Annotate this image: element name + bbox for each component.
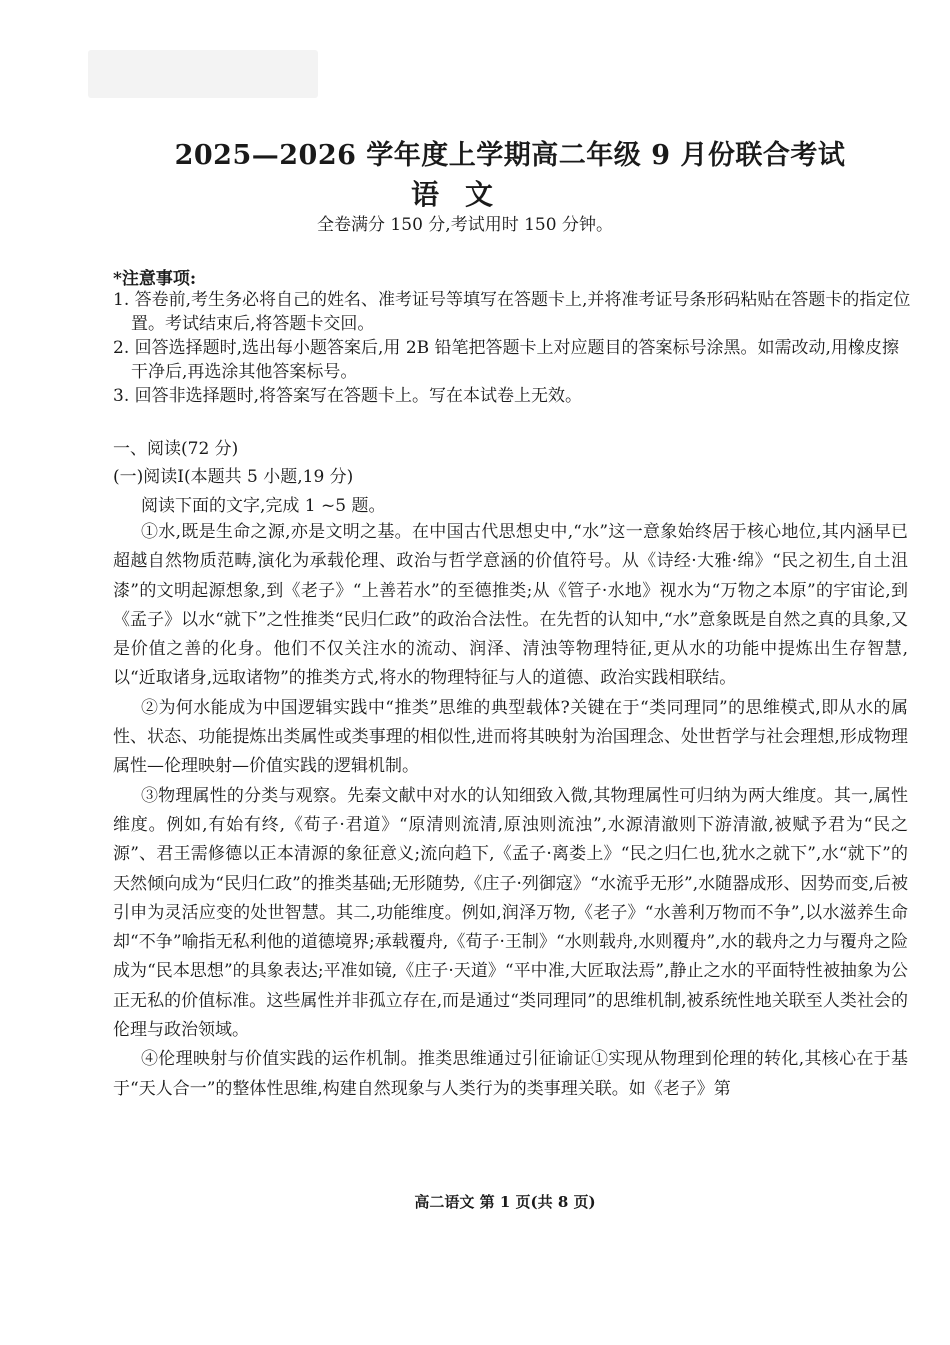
passage-paragraph: ③物理属性的分类与观察。先秦文献中对水的认知细致入微,其物理属性可归纳为两大维度。其一,属性维度。例如,有始有终,《荀子·君道》“原清则流清,原浊则流浊”,水源清澈则下游清澈,被赋予君为“民之源”、君王需修德以正本清源的象征意义;流向趋下,《孟子·离娄上》“民之归仁也,犹水之就下”,水“就下”的天然倾向成为“民归仁政”的推类基础;无形随势,《庄子·列御寇》“水流乎无形”,水随器成形、因势而变,后被引申为灵活应变的处世智慧。其二,功能维度。例如,润泽万物,《老子》“水善利万物而不争”,以水滋养生命却“不争”喻指无私利他的道德境界;承载覆舟,《荀子·王制》“水则载舟,水则覆舟”,水的载舟之力与覆舟之险成为“民本思想”的具象表达;平准如镜,《庄子·天道》“平中准,大匠取法焉”,静止之水的平面特性被抽象为公正无私的价值标准。这些属性并非孤立存在,而是通过“类同理同”的思维机制,被系统性地关联至人类社会的伦理与政治领域。: [113, 785, 908, 1041]
reading-instruction: 阅读下面的文字,完成 1 ~5 题。: [141, 496, 386, 516]
subject-title: 语文: [410, 178, 519, 211]
notice-item: 2. 回答选择题时,选出每小题答案后,用 2B 铅笔把答题卡上对应题目的答案标号涂黑。如需改动,用橡皮擦干净后,再选涂其他答案标号。: [113, 338, 899, 382]
notice-item: 3. 回答非选择题时,将答案写在答题卡上。写在本试卷上无效。: [113, 386, 583, 406]
score-line: 全卷满分 150 分,考试用时 150 分钟。: [317, 215, 613, 235]
scan-smudge: [88, 50, 318, 98]
page-footer: 高二语文 第 1 页(共 8 页): [414, 1193, 596, 1211]
exam-title: 2025—2026 学年度上学期高二年级 9 月份联合考试: [174, 140, 846, 171]
passage-paragraph: ①水,既是生命之源,亦是文明之基。在中国古代思想史中,“水”这一意象始终居于核心地位,其内涵早已超越自然物质范畴,演化为承载伦理、政治与哲学意涵的价值符号。从《诗经·大雅·绵》“民之初生,自土沮漆”的文明起源想象,到《老子》“上善若水”的至德推类;从《管子·水地》视水为“万物之本原”的宇宙论,到《孟子》以水“就下”之性推类“民归仁政”的政治合法性。在先哲的认知中,“水”意象既是自然之真的具象,又是价值之善的化身。他们不仅关注水的流动、润泽、清浊等物理特征,更从水的功能中提炼出生存智慧,以“近取诸身,远取诸物”的推类方式,将水的物理特征与人的道德、政治实践相联结。: [113, 522, 908, 689]
notice-heading: *注意事项:: [113, 269, 197, 289]
notice-list: [113, 288, 913, 408]
section-heading: 一、阅读(72 分): [113, 439, 239, 459]
passage-paragraph: ②为何水能成为中国逻辑实践中“推类”思维的典型载体?关键在于“类同理同”的思维模式,即从水的属性、状态、功能提炼出类属性或类事理的相似性,进而将其映射为治国理念、处世哲学与社会理想,形成物理属性—伦理映射—价值实践的逻辑机制。: [113, 697, 908, 777]
notice-item: 1. 答卷前,考生务必将自己的姓名、准考证号等填写在答题卡上,并将准考证号条形码粘贴在答题卡的指定位置。考试结束后,将答题卡交回。: [113, 290, 911, 334]
part-heading: (一)阅读Ⅰ(本题共 5 小题,19 分): [113, 467, 354, 487]
reading-passage: [113, 518, 908, 1104]
passage-paragraph: ④伦理映射与价值实践的运作机制。推类思维通过引征谕证①实现从物理到伦理的转化,其核心在于基于“天人合一”的整体性思维,构建自然现象与人类行为的类事理关联。如《老子》第: [113, 1049, 908, 1099]
